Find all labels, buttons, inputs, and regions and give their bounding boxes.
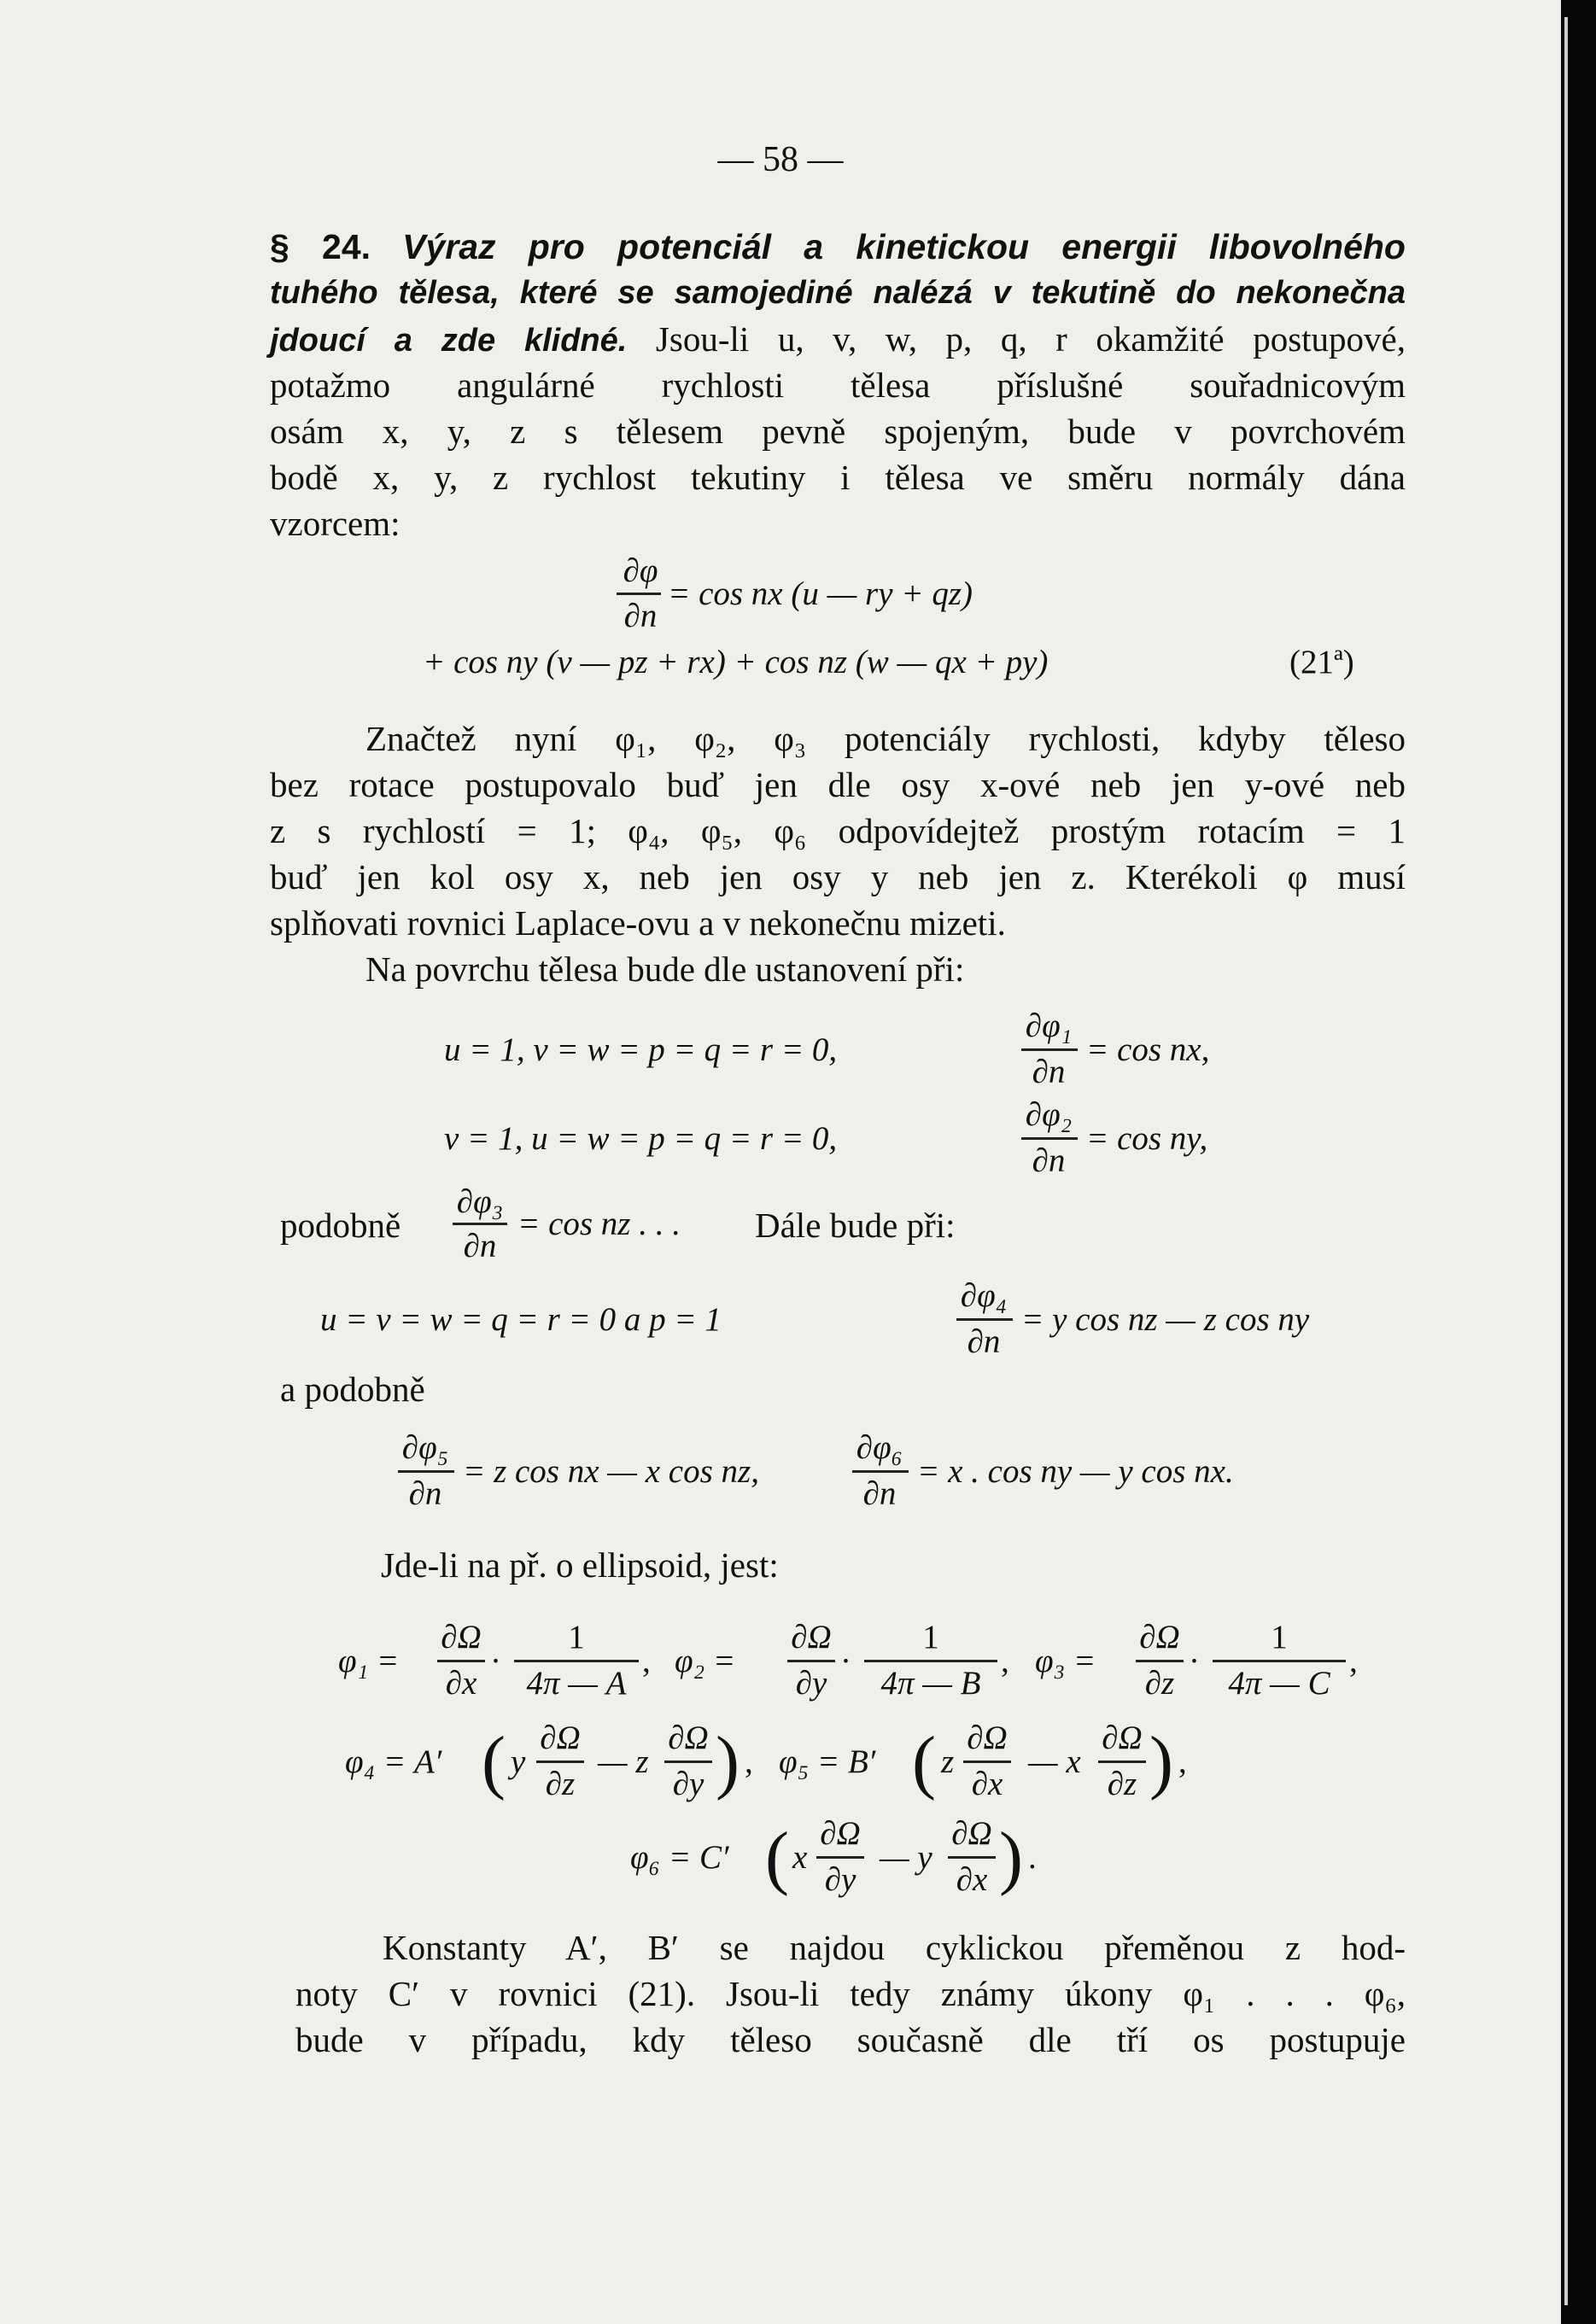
phi5-dz: ∂z	[1107, 1766, 1137, 1802]
para2-line-3: buď jen kol osy x, neb jen osy y neb jen z. Kterékoli φ musí	[270, 857, 1406, 896]
eq-p1-num: ∂φ₄	[960, 1277, 1008, 1314]
phi5-dO1: ∂Ω	[967, 1720, 1008, 1756]
similar-tail: Dále bude při:	[755, 1206, 956, 1245]
similar-num: ∂φ₃	[456, 1183, 504, 1220]
phi1-label: φ₁ =	[338, 1643, 400, 1679]
phi5-dO2: ∂Ω	[1102, 1720, 1143, 1756]
eq21a-rhs: = cos nx (u — ry + qz)	[668, 575, 973, 612]
eq56-b-num: ∂φ₆	[856, 1429, 903, 1466]
phi2-bar1	[787, 1660, 835, 1662]
phi2-dot: ·	[840, 1643, 851, 1679]
phi6-dy: ∂y	[824, 1861, 856, 1898]
eq-v1-cond: v = 1, u = w = p = q = r = 0,	[444, 1120, 838, 1157]
phi2-dy: ∂y	[795, 1665, 827, 1702]
eq-v1-bar	[1021, 1137, 1078, 1140]
phi6-bar2	[948, 1856, 996, 1859]
phi5-bar1	[963, 1761, 1011, 1763]
phi3-comma: ,	[1349, 1643, 1358, 1679]
eq56-a-den: ∂n	[408, 1475, 442, 1512]
phi2-comma: ,	[1001, 1643, 1009, 1679]
phi6-dO2: ∂Ω	[951, 1815, 992, 1852]
phi4-comma: ,	[745, 1743, 753, 1780]
phi4-dO2: ∂Ω	[668, 1720, 709, 1756]
similar-bar	[453, 1223, 507, 1225]
eq-u1-rhs: = cos nx,	[1086, 1031, 1210, 1068]
phi1-bar1	[437, 1660, 485, 1662]
intro-line-4: vzorcem:	[270, 504, 400, 543]
intro-line-1: potažmo angulárné rychlosti tělesa příslušné souřadnicovým	[270, 365, 1406, 405]
final-line-1: noty C′ v rovnici (21). Jsou-li tedy známy úkony φ₁ . . . φ₆,	[295, 1974, 1406, 2013]
eq56-a-rhs: = z cos nx — x cos nz,	[463, 1453, 759, 1490]
eq-u1-den: ∂n	[1032, 1054, 1066, 1090]
eq-v1-rhs: = cos ny,	[1086, 1120, 1208, 1157]
phi5-z: z	[941, 1743, 955, 1780]
phi3-label: φ₃ =	[1035, 1643, 1096, 1679]
eq56-a-bar	[398, 1470, 454, 1473]
final-line-0: Konstanty A′, B′ se najdou cyklickou přeměnou z hod-	[383, 1928, 1406, 1967]
intro-line-3: bodě x, y, z rychlost tekutiny i tělesa ve směru normály dána	[270, 458, 1406, 497]
section-title-3: jdoucí a zde klidné.	[270, 323, 628, 359]
phi6-period: .	[1028, 1839, 1037, 1876]
page-number: — 58 —	[717, 140, 844, 179]
eq-u1-cond: u = 1, v = w = p = q = r = 0,	[444, 1031, 838, 1068]
phi3-dot: ·	[1189, 1643, 1200, 1679]
phi5-bar2	[1098, 1761, 1146, 1763]
eq-v1-num: ∂φ₂	[1025, 1096, 1073, 1133]
phi4-minus-z: — z	[598, 1743, 649, 1780]
scan-edge	[1561, 0, 1596, 2324]
eq56-b-den: ∂n	[862, 1475, 897, 1512]
eq21a-fraction-bar	[617, 593, 661, 595]
similar-label: podobně	[280, 1206, 401, 1245]
final-line-2: bude v případu, kdy těleso současně dle tří os postupuje	[295, 2020, 1406, 2059]
phi3-bar2	[1213, 1660, 1346, 1662]
eq21a-num: ∂φ	[623, 552, 658, 589]
eq21a-tag: (21ª)	[1289, 644, 1354, 680]
eq-p1-bar	[956, 1318, 1013, 1321]
phi5-lparen: (	[912, 1722, 936, 1801]
eq-u1-num: ∂φ₁	[1025, 1007, 1073, 1044]
section-heading-line-1	[270, 224, 1406, 270]
section-number: § 24.	[270, 227, 371, 266]
phi6-lparen: (	[765, 1818, 789, 1897]
eq56-a-num: ∂φ₅	[401, 1429, 449, 1466]
phi6-minus-y: — y	[880, 1839, 932, 1876]
para3: Na povrchu tělesa bude dle ustanovení při:	[365, 949, 965, 989]
phi2-one: 1	[922, 1619, 939, 1655]
eq-p1-cond: u = v = w = q = r = 0 a p = 1	[320, 1301, 722, 1338]
phi6-label: φ₆ = C′	[630, 1839, 729, 1876]
phi4-lparen: (	[482, 1722, 506, 1801]
para2-line-4: splňovati rovnici Laplace-ovu a v nekonečnu mizeti.	[270, 903, 1006, 943]
phi1-bar2	[514, 1660, 639, 1662]
phi4-y: y	[511, 1743, 526, 1780]
para2-line-1: bez rotace postupovalo buď jen dle osy x-ové neb jen y-ové neb	[270, 765, 1406, 804]
similar-den: ∂n	[463, 1228, 497, 1264]
intro-text-0: Jsou-li u, v, w, p, q, r okamžité postupové,	[655, 319, 1406, 359]
phi6-rparen: )	[999, 1818, 1023, 1897]
eq21a-line2: + cos ny (v — pz + rx) + cos nz (w — qx + py)	[423, 644, 1049, 680]
phi1-comma: ,	[642, 1643, 651, 1679]
phi1-den: 4π — A	[526, 1665, 627, 1702]
eq-p1-den: ∂n	[967, 1323, 1001, 1360]
phi4-dz: ∂z	[545, 1766, 576, 1802]
phi5-rparen: )	[1149, 1722, 1173, 1801]
similar-rhs: = cos nz . . .	[517, 1206, 681, 1242]
eq56-b-rhs: = x . cos ny — y cos nx.	[917, 1453, 1234, 1490]
section-title-1: Výraz pro potenciál a kinetickou energii libovolného	[402, 227, 1406, 266]
phi4-bar2	[664, 1761, 712, 1763]
phi2-bar2	[864, 1660, 997, 1662]
phi6-dO1: ∂Ω	[820, 1815, 861, 1852]
phi6-x: x	[792, 1839, 808, 1876]
phi1-dO: ∂Ω	[441, 1619, 482, 1655]
phi5-dx: ∂x	[971, 1766, 1003, 1802]
phi2-den: 4π — B	[880, 1665, 981, 1702]
eq-u1-bar	[1021, 1048, 1078, 1051]
phi5-comma: ,	[1178, 1743, 1187, 1780]
para2-line-0: Značtež nyní φ₁, φ₂, φ₃ potenciály rychlosti, kdyby těleso	[365, 719, 1406, 758]
intro-line-0	[270, 316, 1406, 362]
phi4-dO1: ∂Ω	[540, 1720, 581, 1756]
phi3-dO: ∂Ω	[1139, 1619, 1180, 1655]
phi5-minus-x: — x	[1028, 1743, 1081, 1780]
phi3-bar1	[1136, 1660, 1184, 1662]
phi3-one: 1	[1271, 1619, 1288, 1655]
phi6-bar1	[816, 1856, 864, 1859]
phi1-one: 1	[568, 1619, 585, 1655]
phi5-label: φ₅ = B′	[779, 1743, 876, 1780]
phi1-dx: ∂x	[445, 1665, 477, 1702]
phi6-dx: ∂x	[956, 1861, 988, 1898]
eq21a-den: ∂n	[623, 598, 658, 634]
phi4-rparen: )	[716, 1722, 740, 1801]
phi1-dot: ·	[490, 1643, 501, 1679]
intro-line-2: osám x, y, z s tělesem pevně spojeným, bude v povrchovém	[270, 412, 1406, 451]
and-similar: a podobně	[280, 1369, 425, 1409]
eq56-b-bar	[852, 1470, 909, 1473]
section-title-2: tuhého tělesa, které se samojediné nalézá v tekutině do nekonečna	[270, 275, 1406, 311]
phi3-den: 4π — C	[1228, 1665, 1330, 1702]
ellipsoid-intro: Jde-li na př. o ellipsoid, jest:	[381, 1545, 779, 1585]
phi3-dz: ∂z	[1144, 1665, 1175, 1702]
para2-line-2: z s rychlostí = 1; φ₄, φ₅, φ₆ odpovídejtež prostým rotacím = 1	[270, 811, 1406, 850]
phi2-dO: ∂Ω	[791, 1619, 832, 1655]
eq-p1-rhs: = y cos nz — z cos ny	[1021, 1301, 1310, 1338]
phi4-label: φ₄ = A′	[345, 1743, 442, 1780]
eq-v1-den: ∂n	[1032, 1142, 1066, 1179]
phi4-bar1	[536, 1761, 584, 1763]
phi2-label: φ₂ =	[675, 1643, 736, 1679]
phi4-dy: ∂y	[672, 1766, 704, 1802]
